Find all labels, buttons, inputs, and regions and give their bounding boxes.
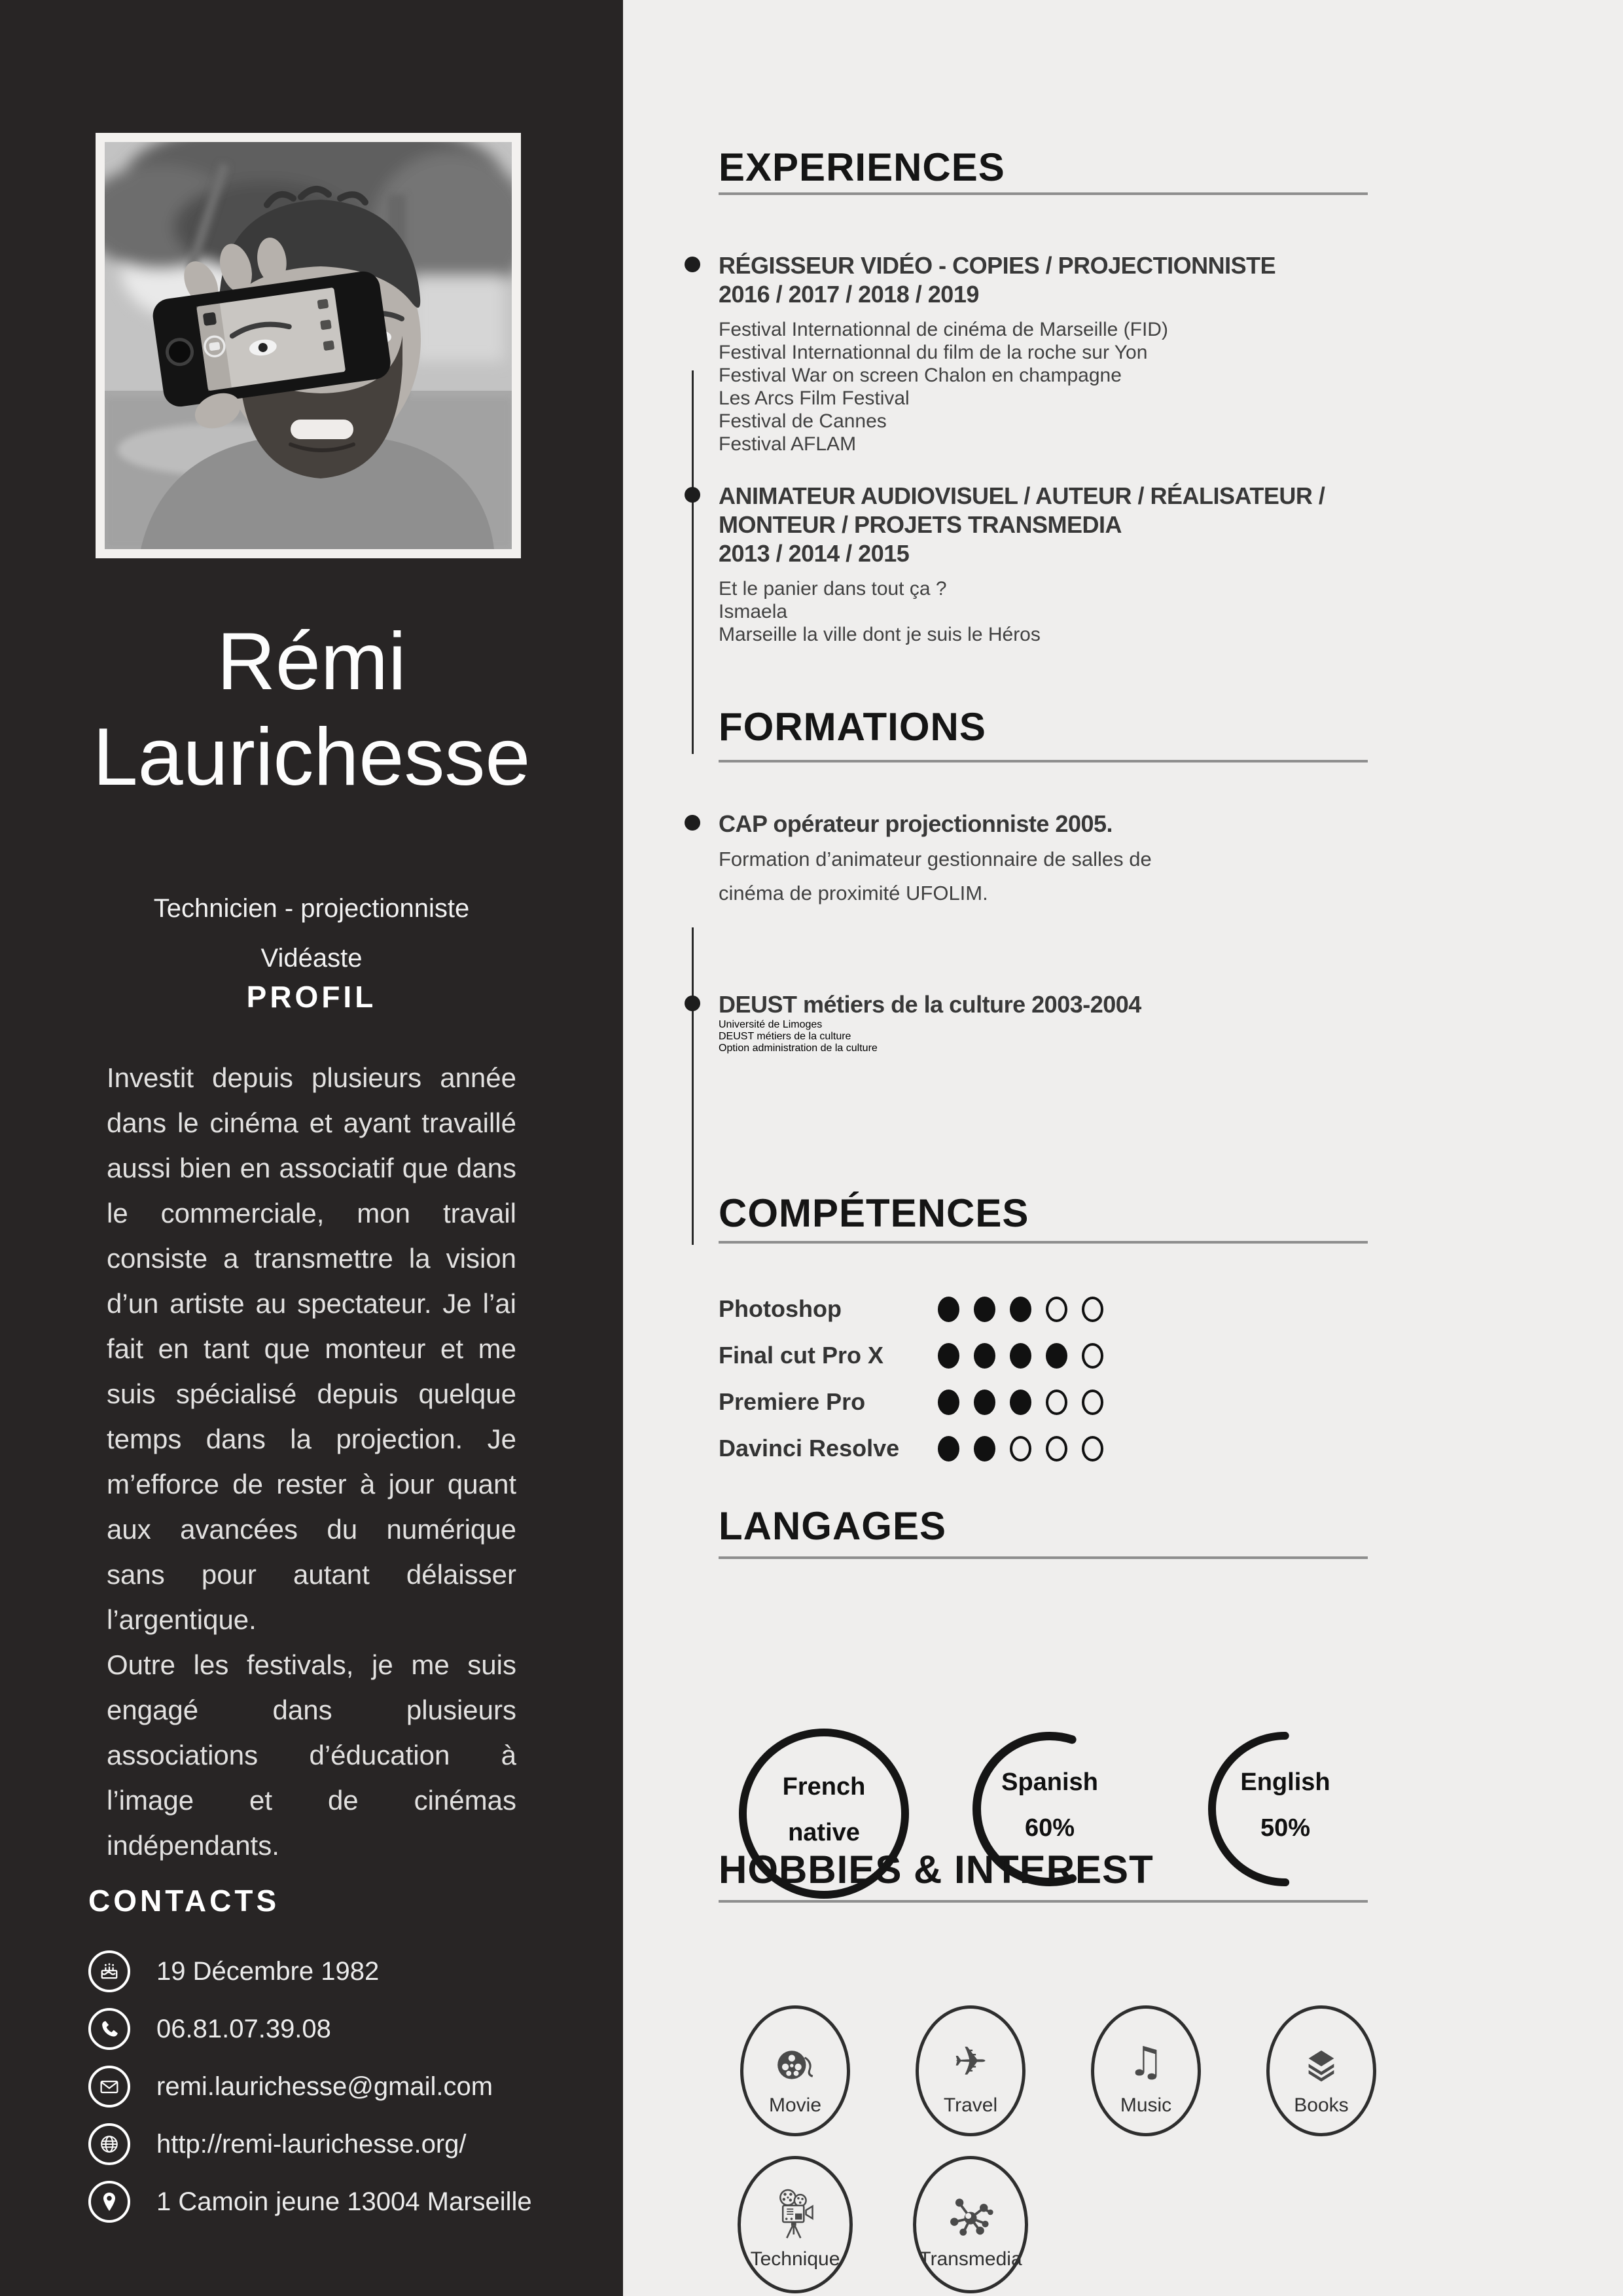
section-underline bbox=[719, 760, 1368, 762]
experience-entry-title-line: MONTEUR / PROJETS TRANSMEDIA bbox=[719, 511, 1122, 538]
timeline-line bbox=[692, 927, 694, 1245]
skills-list bbox=[719, 1295, 1368, 1463]
skill-dot-empty bbox=[1082, 1297, 1103, 1322]
skill-dot-filled bbox=[938, 1390, 959, 1415]
language-level: native bbox=[788, 1819, 860, 1846]
experience-entry-title-line: ANIMATEUR AUDIOVISUEL / AUTEUR / RÉALISATEUR / bbox=[719, 482, 1325, 509]
contact-row bbox=[88, 2123, 599, 2165]
hobby-label: Books bbox=[1294, 2094, 1349, 2116]
skill-name: Final cut Pro X bbox=[719, 1342, 884, 1369]
formation-entry-title bbox=[719, 810, 1368, 838]
langages-heading: LANGAGES bbox=[719, 1504, 947, 1548]
experience-entry-items bbox=[719, 318, 1368, 456]
experience-entry-title bbox=[719, 482, 1368, 568]
contact-row bbox=[88, 1950, 599, 1992]
phone-icon bbox=[88, 2008, 130, 2050]
hobby-circle bbox=[916, 2005, 1026, 2136]
contact-text: http://remi-laurichesse.org/ bbox=[156, 2129, 467, 2159]
section-underline bbox=[719, 192, 1368, 195]
skill-dot-filled bbox=[938, 1436, 959, 1462]
formation-entry-item: Option administration de la culture bbox=[719, 1043, 878, 1054]
birthday-cake-icon bbox=[88, 1950, 130, 1992]
hobby-label: Technique bbox=[750, 2248, 840, 2270]
job-title bbox=[0, 884, 623, 983]
experience-entry-item: Festival Internationnal de cinéma de Marseille (FID) bbox=[719, 319, 1168, 340]
contact-row bbox=[88, 2066, 599, 2108]
formation-entry-item: DEUST métiers de la culture bbox=[719, 1031, 851, 1042]
contact-text: 06.81.07.39.08 bbox=[156, 2014, 331, 2043]
formations-section bbox=[719, 705, 1368, 1138]
hobbies-list bbox=[719, 1903, 1368, 2296]
timeline-line bbox=[692, 370, 694, 754]
experiences-entries bbox=[719, 251, 1368, 646]
experiences-section bbox=[719, 145, 1368, 672]
movie-reel-icon bbox=[774, 2025, 817, 2088]
experience-entry-item: Festival AFLAM bbox=[719, 433, 857, 455]
skill-name: Premiere Pro bbox=[719, 1388, 866, 1415]
profil-paragraph-1: Investit depuis plusieurs année dans le cinéma et ayant travaillé aussi bien en associatif que dans le commerciale, mon travail consiste a transmettre la vision d’un artiste au spectateur. Je l’ai fait en tant que monteur et me suis spécialisé depuis quelque temps dans la projection. Je m’efforce de rester à jour quant aux avancées du numérique sans pour autant délaisser l’argentique. bbox=[107, 1062, 516, 1635]
contact-text: 19 Décembre 1982 bbox=[156, 1956, 380, 1986]
contact-text: remi.laurichesse@gmail.com bbox=[156, 2072, 493, 2101]
skill-row bbox=[719, 1434, 1368, 1463]
skill-dot-filled bbox=[974, 1343, 995, 1369]
skill-dot-filled bbox=[938, 1343, 959, 1369]
competences-section bbox=[719, 1191, 1368, 1480]
hobbies-heading: HOBBIES & INTEREST bbox=[719, 1848, 1154, 1892]
experience-entry bbox=[719, 251, 1368, 456]
experience-entry-items bbox=[719, 577, 1368, 646]
hobby-circle bbox=[740, 2005, 850, 2136]
language-level: 50% bbox=[1260, 1814, 1311, 1842]
formation-entry-title-line: CAP opérateur projectionniste 2005. bbox=[719, 810, 1113, 837]
experience-entry-item: Marseille la ville dont je suis le Héros bbox=[719, 624, 1041, 645]
experience-entry-title-line: 2016 / 2017 / 2018 / 2019 bbox=[719, 281, 979, 308]
experience-entry-item: Festival Internationnal du film de la roche sur Yon bbox=[719, 342, 1148, 363]
skill-dot-filled bbox=[974, 1390, 995, 1415]
experience-entry-title-line: RÉGISSEUR VIDÉO - COPIES / PROJECTIONNISTE bbox=[719, 252, 1276, 279]
skill-dot-filled bbox=[1010, 1343, 1031, 1369]
contacts-section bbox=[88, 1882, 599, 2238]
film-camera-icon bbox=[769, 2179, 821, 2242]
profil-paragraph-2: Outre les festivals, je me suis engagé dans plusieurs associations d’éducation à l’image et de cinémas indépendants. bbox=[107, 1649, 516, 1861]
skill-row bbox=[719, 1295, 1368, 1323]
skill-dot-filled bbox=[938, 1297, 959, 1322]
network-icon bbox=[947, 2179, 994, 2242]
competences-heading: COMPÉTENCES bbox=[719, 1191, 1029, 1235]
skill-dot-empty bbox=[1082, 1390, 1103, 1415]
experience-entry-item: Festival War on screen Chalon en champagne bbox=[719, 365, 1122, 386]
skill-dots bbox=[938, 1390, 1118, 1415]
language-name: French bbox=[782, 1773, 866, 1801]
skill-dot-empty bbox=[1046, 1297, 1067, 1322]
profil-text bbox=[107, 1055, 516, 1868]
experience-entry-title-line: 2013 / 2014 / 2015 bbox=[719, 540, 910, 567]
skill-name: Davinci Resolve bbox=[719, 1435, 900, 1462]
experience-entry-item: Ismaela bbox=[719, 601, 788, 622]
job-title-line2: Vidéaste bbox=[260, 944, 363, 973]
plane-icon: ✈ bbox=[954, 2037, 988, 2085]
skill-name: Photoshop bbox=[719, 1295, 842, 1322]
language-name: English bbox=[1240, 1768, 1330, 1796]
hobby-label: Movie bbox=[768, 2094, 822, 2116]
formation-entry-items bbox=[719, 846, 1368, 906]
formation-entry-items bbox=[719, 1019, 1368, 1054]
experience-entry bbox=[719, 482, 1368, 646]
formation-entry bbox=[719, 810, 1368, 906]
formations-heading: FORMATIONS bbox=[719, 705, 986, 749]
first-name: Rémi bbox=[217, 617, 406, 707]
hobby-label: Travel bbox=[943, 2094, 998, 2116]
language-name: Spanish bbox=[1001, 1768, 1098, 1796]
location-pin-icon bbox=[88, 2181, 130, 2223]
contact-list bbox=[88, 1950, 599, 2223]
globe-icon bbox=[88, 2123, 130, 2165]
skill-dot-filled bbox=[1010, 1297, 1031, 1322]
skill-row bbox=[719, 1388, 1368, 1416]
email-icon bbox=[88, 2066, 130, 2108]
skill-dot-empty bbox=[1046, 1436, 1067, 1462]
formation-entry-title bbox=[719, 990, 1368, 1019]
experience-entry-item: Festival de Cannes bbox=[719, 410, 887, 432]
job-title-line1: Technicien - projectionniste bbox=[153, 894, 470, 923]
hobbies-section bbox=[719, 1848, 1368, 2296]
contact-row bbox=[88, 2181, 599, 2223]
hobby-circle bbox=[1091, 2005, 1201, 2136]
hobby-circle bbox=[738, 2156, 853, 2293]
skill-dot-empty bbox=[1046, 1390, 1067, 1415]
profile-photo bbox=[96, 133, 521, 558]
experiences-heading: EXPERIENCES bbox=[719, 145, 1005, 189]
hobby-circle bbox=[913, 2156, 1028, 2293]
contacts-heading: CONTACTS bbox=[88, 1884, 280, 1918]
formation-entry-item: Université de Limoges bbox=[719, 1019, 823, 1030]
formation-entry bbox=[719, 990, 1368, 1054]
books-icon bbox=[1301, 2025, 1342, 2088]
sidebar bbox=[0, 0, 623, 2296]
experience-entry-item: Et le panier dans tout ça ? bbox=[719, 578, 947, 600]
section-underline bbox=[719, 1241, 1368, 1244]
experience-entry-title bbox=[719, 251, 1368, 309]
last-name: Laurichesse bbox=[92, 712, 531, 802]
portrait-photo bbox=[105, 142, 512, 549]
skill-dot-filled bbox=[974, 1297, 995, 1322]
skill-dot-empty bbox=[1082, 1436, 1103, 1462]
hobby-label: Music bbox=[1120, 2094, 1172, 2116]
formations-entries bbox=[719, 810, 1368, 1054]
skill-dots bbox=[938, 1297, 1118, 1322]
formation-entry-item: Formation d’animateur gestionnaire de salles de bbox=[719, 848, 1152, 870]
formation-entry-title-line: DEUST métiers de la culture 2003-2004 bbox=[719, 991, 1141, 1018]
hobby-circle bbox=[1266, 2005, 1376, 2136]
experience-entry-item: Les Arcs Film Festival bbox=[719, 387, 910, 409]
contact-text: 1 Camoin jeune 13004 Marseille bbox=[156, 2187, 532, 2216]
hobby-label: Transmedia bbox=[919, 2248, 1022, 2270]
skill-dot-empty bbox=[1010, 1436, 1031, 1462]
skill-dot-filled bbox=[1046, 1343, 1067, 1369]
skill-dots bbox=[938, 1343, 1118, 1369]
language-level: 60% bbox=[1024, 1814, 1075, 1842]
skill-dots bbox=[938, 1436, 1118, 1462]
music-note-icon: ♫ bbox=[1128, 2037, 1164, 2085]
person-name bbox=[0, 614, 623, 805]
profil-heading: PROFIL bbox=[246, 980, 377, 1014]
contact-row bbox=[88, 2008, 599, 2050]
skill-dot-empty bbox=[1082, 1343, 1103, 1369]
skill-dot-filled bbox=[1010, 1390, 1031, 1415]
formation-entry-item: cinéma de proximité UFOLIM. bbox=[719, 882, 988, 905]
skill-dot-filled bbox=[974, 1436, 995, 1462]
skill-row bbox=[719, 1341, 1368, 1370]
